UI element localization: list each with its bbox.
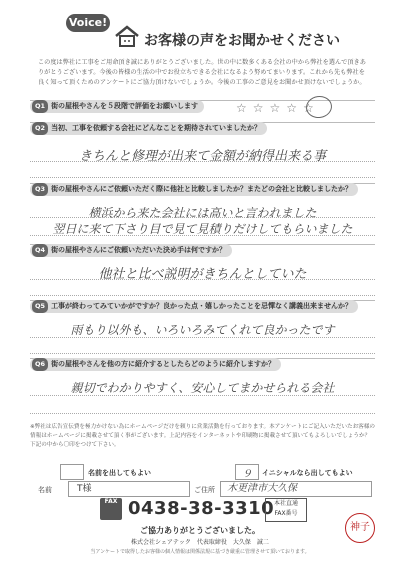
address-field-label: ご住所: [194, 486, 215, 494]
thanks-message: ご協力ありがとうございました。: [140, 526, 260, 535]
privacy-footnote: 当アンケートで取得したお客様の個人情報は関係法規に基づき厳重に管理させて頂いております。: [90, 549, 310, 555]
answer-text-line-2: 翌日に来て下さり目で見て見積りだけしてもらいました: [52, 222, 353, 236]
voice-badge: Voice!: [66, 14, 110, 32]
name-consent-label: 名前を出してもよい: [88, 469, 151, 477]
initial-consent-mark: ９: [242, 469, 252, 480]
question-text: 街の屋根やさんにご依頼いただいた決め手は何ですか？: [51, 246, 227, 254]
answer-line: [30, 353, 375, 354]
answer-line: [30, 337, 375, 338]
question-4-label: [30, 244, 232, 257]
question-text: 当初、工事を依頼する会社にどんなことを期待されていましたか？: [51, 124, 262, 132]
address-field[interactable]: [220, 481, 372, 497]
initial-consent-checkbox[interactable]: [235, 464, 259, 480]
name-field-label: 名前: [38, 486, 52, 494]
fax-badge: [265, 498, 307, 522]
question-3-label: [30, 183, 358, 196]
question-3: [30, 183, 375, 244]
question-text: 街の屋根やさんにご依頼いただく際に他社と比較しましたか？またどの会社と比較しましたか？: [51, 185, 353, 193]
answer-line: [30, 161, 375, 162]
consent-options: [30, 464, 375, 480]
question-number: Q3: [32, 183, 48, 196]
answer-line: [30, 235, 375, 236]
question-number: Q2: [32, 122, 48, 135]
intro-text: この度は弊社に工事をご用命頂き誠にありがとうございました。世の中に数多くある会社の中から弊社を選んで頂きありがとうございます。今後の皆様の生活の中でお役立ちできる会社になるよう努めてまいります。これから先も弊社を良く知って頂くためのアンケートにご協力頂けないでしょうか。今後の工事のご意見をお聞かせ頂けないでしょうか。: [38, 59, 366, 86]
name-consent-checkbox[interactable]: [60, 464, 84, 480]
rating-stars[interactable]: ☆☆☆☆☆: [236, 101, 320, 115]
fax-badge-line-1: 本社直通: [273, 500, 298, 507]
question-5: [30, 300, 375, 357]
question-number: Q6: [32, 358, 48, 371]
survey-header: [56, 10, 356, 52]
customer-info-row: [30, 481, 375, 497]
answer-line: [30, 395, 375, 396]
question-4: [30, 244, 375, 301]
question-1-label: [30, 100, 204, 113]
answer-text-line-1: 横浜から来た会社には高いと言われました: [88, 206, 317, 220]
answer-text: 他社と比べ説明がきちんとしていた: [98, 267, 307, 282]
address-value: 木更津市大久保: [227, 483, 297, 494]
answer-line: [30, 295, 375, 296]
question-number: Q4: [32, 244, 48, 257]
answer-line: [30, 217, 375, 218]
question-number: Q1: [32, 100, 48, 113]
question-2: [30, 122, 375, 183]
question-number: Q5: [32, 300, 48, 313]
answer-line: [30, 177, 375, 178]
question-6: [30, 358, 375, 417]
initial-consent-label: イニシャルなら出してもよい: [262, 469, 353, 477]
house-icon: [114, 24, 140, 48]
question-6-label: [30, 358, 281, 371]
question-2-label: [30, 122, 267, 135]
question-text: 街の屋根やさんを他の方に紹介するとしたらどのように紹介しますか？: [51, 360, 276, 368]
fax-block: [100, 497, 310, 523]
answer-text: きちんと修理が出来て金額が納得出来る事: [78, 149, 326, 164]
question-text: 街の屋根やさんを５段階で評価をお願いします: [51, 102, 199, 110]
fax-word: FAX: [104, 498, 118, 505]
answer-text: 親切でわかりやすく、安心してまかせられる会社: [70, 381, 335, 395]
name-value: T様: [77, 484, 92, 494]
fax-number: 0438-38-3310: [128, 498, 275, 519]
question-5-label: [30, 300, 358, 313]
answer-text: 雨もり以外も、いろいろみてくれて良かったです: [70, 323, 335, 337]
fax-icon: [100, 498, 122, 520]
answer-line: [30, 279, 375, 280]
consent-notes: ※弊社は広告宣伝費を極力かけない為にホームページだけを頼りに営業活動を行っております。本アンケートにご記入いただいたお客様の情報はホームページに掲載させて頂く事がございます。上記内容をインターネットや印刷物に掲載させて頂いてもよろしいでしょうか？下記の中から〇印をつけて下さい。: [30, 424, 376, 448]
page-title: お客様の声をお聞かせください: [144, 33, 340, 49]
name-field[interactable]: [68, 481, 190, 497]
answer-line: [30, 413, 375, 414]
company-signature: 株式会社シェアテック 代表取締役 大久保 誠二: [131, 539, 269, 546]
inspection-seal: 神子: [345, 513, 375, 543]
fax-badge-line-2: FAX番号: [274, 510, 298, 517]
question-text: 工事が終わってみていかがですか？良かった点・嬉しかったことを忌憚なく講義出来ませんか？: [51, 302, 352, 310]
